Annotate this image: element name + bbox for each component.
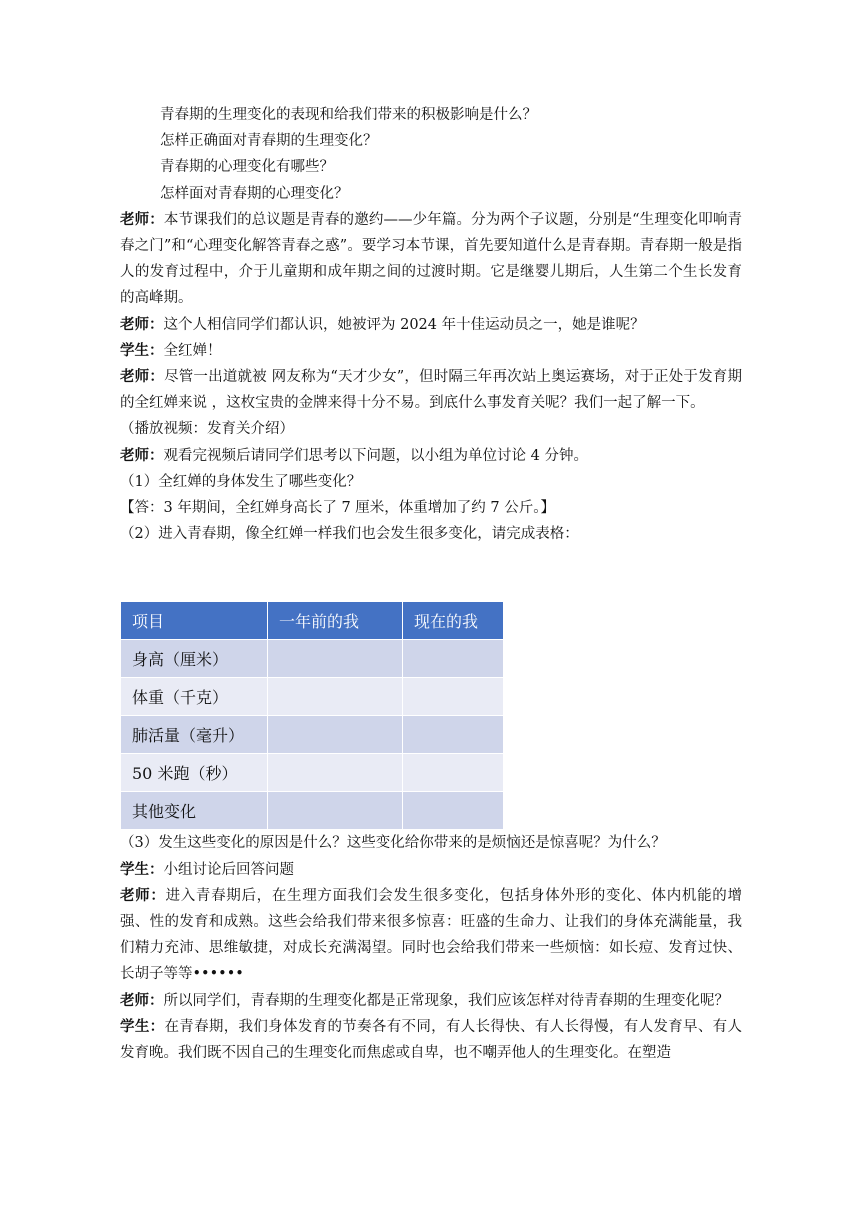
paragraph-student-discuss: 学生：小组讨论后回答问题: [120, 860, 294, 878]
speaker-student: 学生：: [120, 1017, 165, 1035]
table-cell-blank[interactable]: [403, 754, 504, 792]
table-row: [121, 716, 504, 754]
table-cell-blank[interactable]: [268, 678, 403, 716]
table-cell-blank[interactable]: [268, 754, 403, 792]
question-1: 青春期的生理变化的表现和给我们带来的积极影响是什么？: [160, 107, 537, 123]
table-cell-blank[interactable]: [268, 640, 403, 678]
paragraph-teacher-explain: 老师：进入青春期后，在生理方面我们会发生很多变化，包括身体外形的变化、体内机能的增强、性的发育和成熟。这些会给我们带来很多惊喜：旺盛的生命力、让我们的身体充满能量，我们精力充沛、思维敏捷，对成长充满渴望。同时也会给我们带来一些烦恼：如长痘、发育过快、长胡子等等••••••: [120, 886, 742, 983]
paragraph-teacher-ask: 老师：所以同学们，青春期的生理变化都是正常现象，我们应该怎样对待青春期的生理变化呢？: [120, 991, 729, 1009]
paragraph-teacher-question: 老师：这个人相信同学们都认识，她被评为 2024 年十佳运动员之一，她是谁呢？: [120, 315, 645, 333]
question-3: 青春期的心理变化有哪些？: [160, 159, 334, 176]
speaker-teacher: 老师：: [120, 368, 165, 386]
document-page: [120, 102, 742, 1066]
paragraph-teacher-task: 老师：观看完视频后请同学们思考以下问题，以小组为单位讨论 4 分钟。: [120, 446, 588, 464]
table-row: [121, 792, 504, 830]
speaker-teacher: 老师：: [120, 886, 166, 904]
question-4: 怎样面对青春期的心理变化？: [160, 185, 349, 202]
table-row: [121, 640, 504, 678]
table-row-label: 身高（厘米）: [121, 640, 268, 678]
table-row-label: 其他变化: [121, 792, 268, 830]
speaker-student: 学生：: [120, 341, 164, 359]
question-2: 怎样正确面对青春期的生理变化？: [160, 133, 378, 150]
paragraph-teacher-story: 老师：尽管一出道就被 网友称为“天才少女”，但时隔三年再次站上奥运赛场，对于正处于发育期的全红婵来说 ，这枚宝贵的金牌来得十分不易。到底什么事发育关呢？我们一起了解一下。: [120, 368, 742, 412]
table-cell-blank[interactable]: [403, 640, 504, 678]
table-cell-blank[interactable]: [403, 716, 504, 754]
table-row-label: 体重（千克）: [121, 678, 268, 716]
speaker-teacher: 老师：: [120, 991, 164, 1009]
table-cell-blank[interactable]: [403, 792, 504, 830]
table-header-now: 现在的我: [403, 602, 504, 640]
growth-table: [120, 601, 504, 830]
table-cell-blank[interactable]: [268, 716, 403, 754]
table-header-last-year: 一年前的我: [268, 602, 403, 640]
table-header-row: [121, 602, 504, 640]
speaker-teacher: 老师：: [120, 315, 164, 333]
paragraph-video-note: （播放视频：发育关介绍）: [120, 421, 294, 438]
table-row: [121, 754, 504, 792]
table-row-label: 肺活量（毫升）: [121, 716, 268, 754]
table-cell-blank[interactable]: [268, 792, 403, 830]
speaker-teacher: 老师：: [120, 446, 164, 464]
speaker-teacher: 老师：: [120, 210, 164, 228]
table-header-item: 项目: [121, 602, 268, 640]
table-row: [121, 678, 504, 716]
paragraph-question-1: （1）全红婵的身体发生了哪些变化？: [120, 473, 362, 490]
paragraph-student-reply: 学生：在青春期，我们身体发育的节奏各有不同，有人长得快、有人长得慢，有人发育早、有人发育晚。我们既不因自己的生理变化而焦虑或自卑，也不嘲弄他人的生理变化。在塑造: [120, 1017, 742, 1062]
table-cell-blank[interactable]: [403, 678, 504, 716]
speaker-student: 学生：: [120, 860, 164, 878]
table-row-label: 50 米跑（秒）: [121, 754, 268, 792]
paragraph-answer-1: 【答：3 年期间，全红婵身高长了 7 厘米，体重增加了约 7 公斤。】: [120, 500, 555, 517]
paragraph-student-answer: 学生：全红婵！: [120, 341, 222, 359]
paragraph-question-2: （2）进入青春期，像全红婵一样我们也会发生很多变化，请完成表格：: [120, 526, 579, 543]
paragraph-question-3: （3）发生这些变化的原因是什么？这些变化给你带来的是烦恼还是惊喜呢？为什么？: [120, 835, 666, 852]
paragraph-teacher-intro: 老师：本节课我们的总议题是青春的邀约——少年篇。分为两个子议题，分别是“生理变化叩响青春之门”和“心理变化解答青春之惑”。要学习本节课，首先要知道什么是青春期。青春期一般是指人的发育过程中，介于儿童期和成年期之间的过渡时期。它是继婴儿期后，人生第二个生长发育的高峰期。: [120, 210, 743, 307]
